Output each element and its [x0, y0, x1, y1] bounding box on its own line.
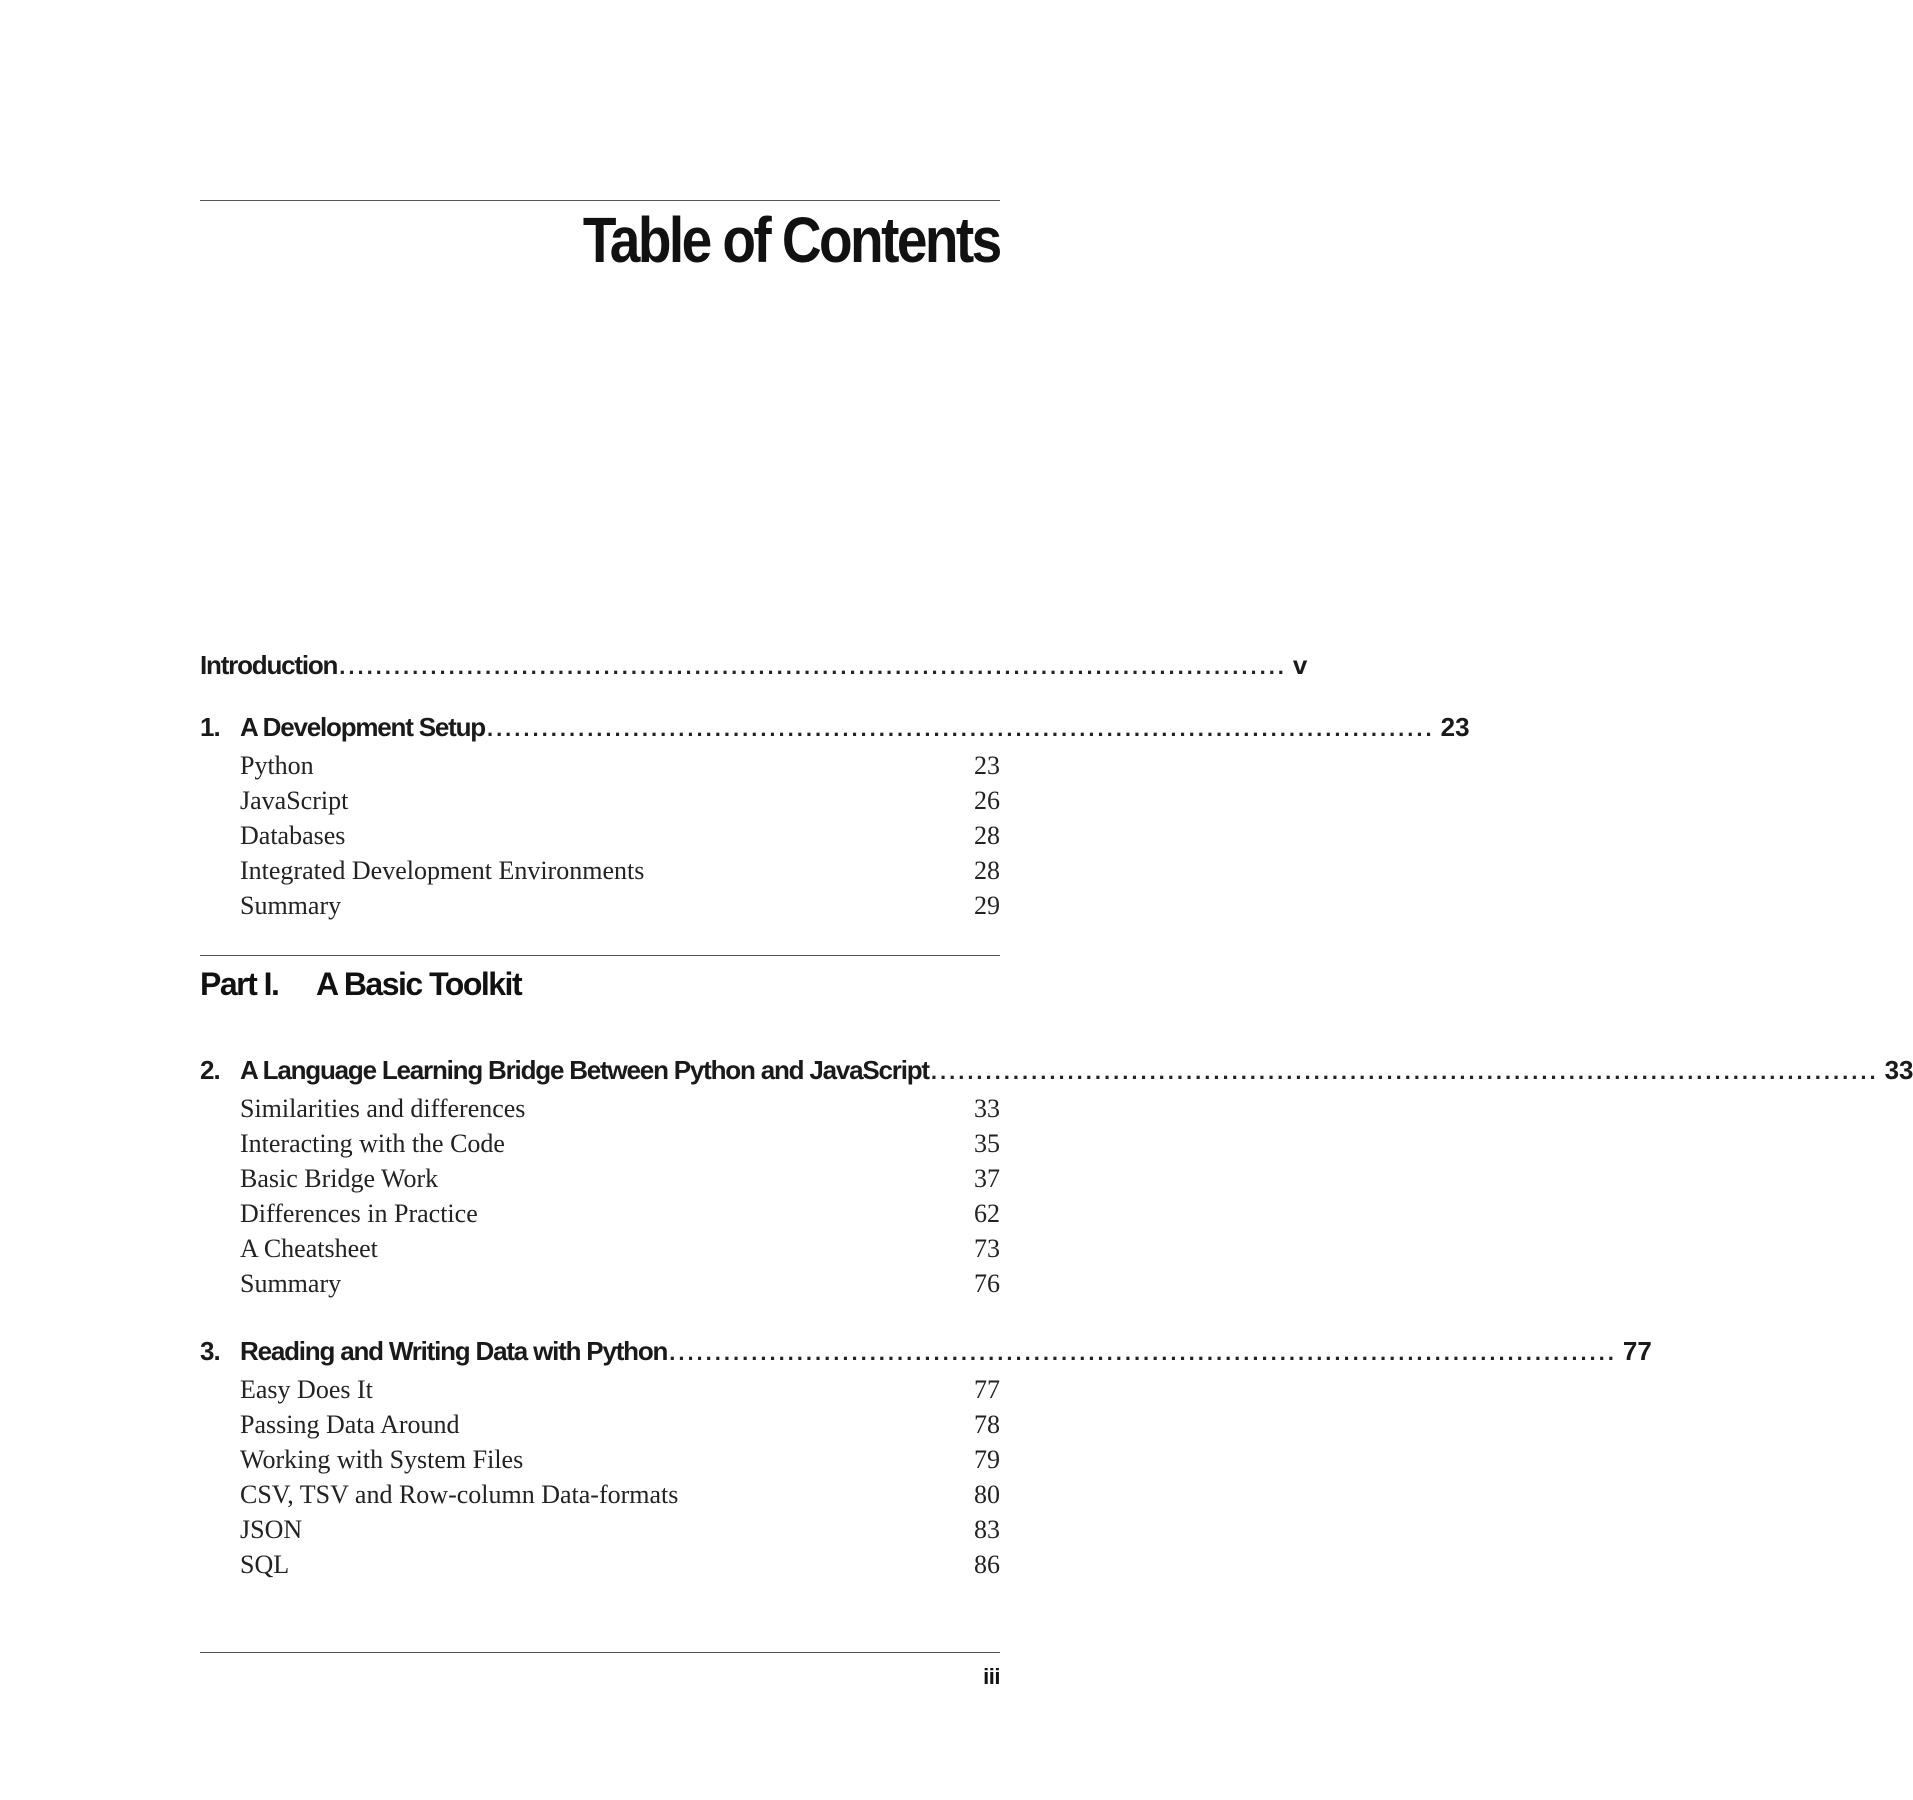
section-label: Basic Bridge Work [240, 1164, 439, 1193]
page-title: Table of Contents [583, 204, 1000, 276]
section-page-number: 79 [974, 1445, 1000, 1474]
toc-entry-chapter-1[interactable] [200, 710, 1470, 744]
section-page-number: 73 [974, 1234, 1000, 1263]
section-label: Passing Data Around [240, 1410, 460, 1439]
dot-leader: ........................................................................................................ [669, 1340, 1617, 1365]
section-label: A Cheatsheet [240, 1234, 378, 1263]
section-page-number: 62 [974, 1199, 1000, 1228]
entry-page-number: v [1292, 650, 1308, 680]
chapter-page-number: 23 [1440, 712, 1470, 742]
toc-entry-chapter-2[interactable] [200, 1053, 1913, 1087]
toc-entry-introduction[interactable] [200, 648, 1308, 682]
toc-section[interactable] [240, 889, 1000, 923]
chapter-page-number: 77 [1622, 1336, 1652, 1366]
section-page-number: 80 [974, 1480, 1000, 1509]
dot-leader: ........................................................................................................ [339, 654, 1287, 679]
toc-section[interactable] [240, 1092, 1000, 1126]
chapter-title: A Development Setup [240, 712, 485, 742]
chapter-page-number: 33 [1884, 1055, 1913, 1085]
section-page-number: 86 [974, 1550, 1000, 1579]
section-page-number: 26 [974, 786, 1000, 815]
section-label: JSON [240, 1515, 303, 1544]
section-label: SQL [240, 1550, 290, 1579]
entry-label: Introduction [200, 650, 338, 680]
section-label: Working with System Files [240, 1445, 524, 1474]
dot-leader: ........................................................................................................ [486, 716, 1435, 741]
toc-section[interactable] [240, 1197, 1000, 1231]
section-label: JavaScript [240, 786, 349, 815]
section-page-number: 83 [974, 1515, 1000, 1544]
section-page-number: 23 [974, 751, 1000, 780]
section-page-number: 28 [974, 856, 1000, 885]
section-label: CSV, TSV and Row-column Data-formats [240, 1480, 679, 1509]
section-label: Python [240, 751, 314, 780]
toc-section[interactable] [240, 854, 1000, 888]
section-label: Interacting with the Code [240, 1129, 505, 1158]
toc-section[interactable] [240, 819, 1000, 853]
page-folio: iii [983, 1664, 1000, 1689]
chapter-number: 1. [200, 712, 220, 742]
toc-section[interactable] [240, 749, 1000, 783]
section-label: Similarities and differences [240, 1094, 526, 1123]
section-page-number: 29 [974, 891, 1000, 920]
toc-section[interactable] [240, 1162, 1000, 1196]
section-page-number: 76 [974, 1269, 1000, 1298]
part-heading[interactable] [200, 962, 521, 1006]
dot-leader: ........................................................................................................ [930, 1059, 1879, 1084]
toc-section[interactable] [240, 1373, 1000, 1407]
part-number: Part I. [200, 966, 279, 1002]
toc-section[interactable] [240, 784, 1000, 818]
toc-section[interactable] [240, 1478, 1000, 1512]
toc-section[interactable] [240, 1548, 1000, 1582]
section-label: Databases [240, 821, 346, 850]
chapter-title: Reading and Writing Data with Python [240, 1336, 668, 1366]
toc-section[interactable] [240, 1127, 1000, 1161]
chapter-number: 3. [200, 1336, 220, 1366]
section-page-number: 78 [974, 1410, 1000, 1439]
toc-entry-chapter-3[interactable] [200, 1334, 1652, 1368]
section-label: Differences in Practice [240, 1199, 478, 1228]
section-page-number: 35 [974, 1129, 1000, 1158]
toc-section[interactable] [240, 1443, 1000, 1477]
section-label: Summary [240, 891, 342, 920]
toc-section[interactable] [240, 1408, 1000, 1442]
chapter-title: A Language Learning Bridge Between Python and JavaScript [240, 1055, 929, 1085]
part-rule [200, 955, 1000, 956]
section-label: Summary [240, 1269, 342, 1298]
chapter-number: 2. [200, 1055, 220, 1085]
toc-page [200, 0, 1913, 1800]
section-page-number: 37 [974, 1164, 1000, 1193]
toc-section[interactable] [240, 1232, 1000, 1266]
toc-section[interactable] [240, 1513, 1000, 1547]
section-label: Easy Does It [240, 1375, 373, 1404]
section-label: Integrated Development Environments [240, 856, 645, 885]
toc-section[interactable] [240, 1267, 1000, 1301]
section-page-number: 33 [974, 1094, 1000, 1123]
bottom-rule [200, 1652, 1000, 1653]
section-page-number: 28 [974, 821, 1000, 850]
part-title: A Basic Toolkit [316, 966, 522, 1002]
section-page-number: 77 [974, 1375, 1000, 1404]
